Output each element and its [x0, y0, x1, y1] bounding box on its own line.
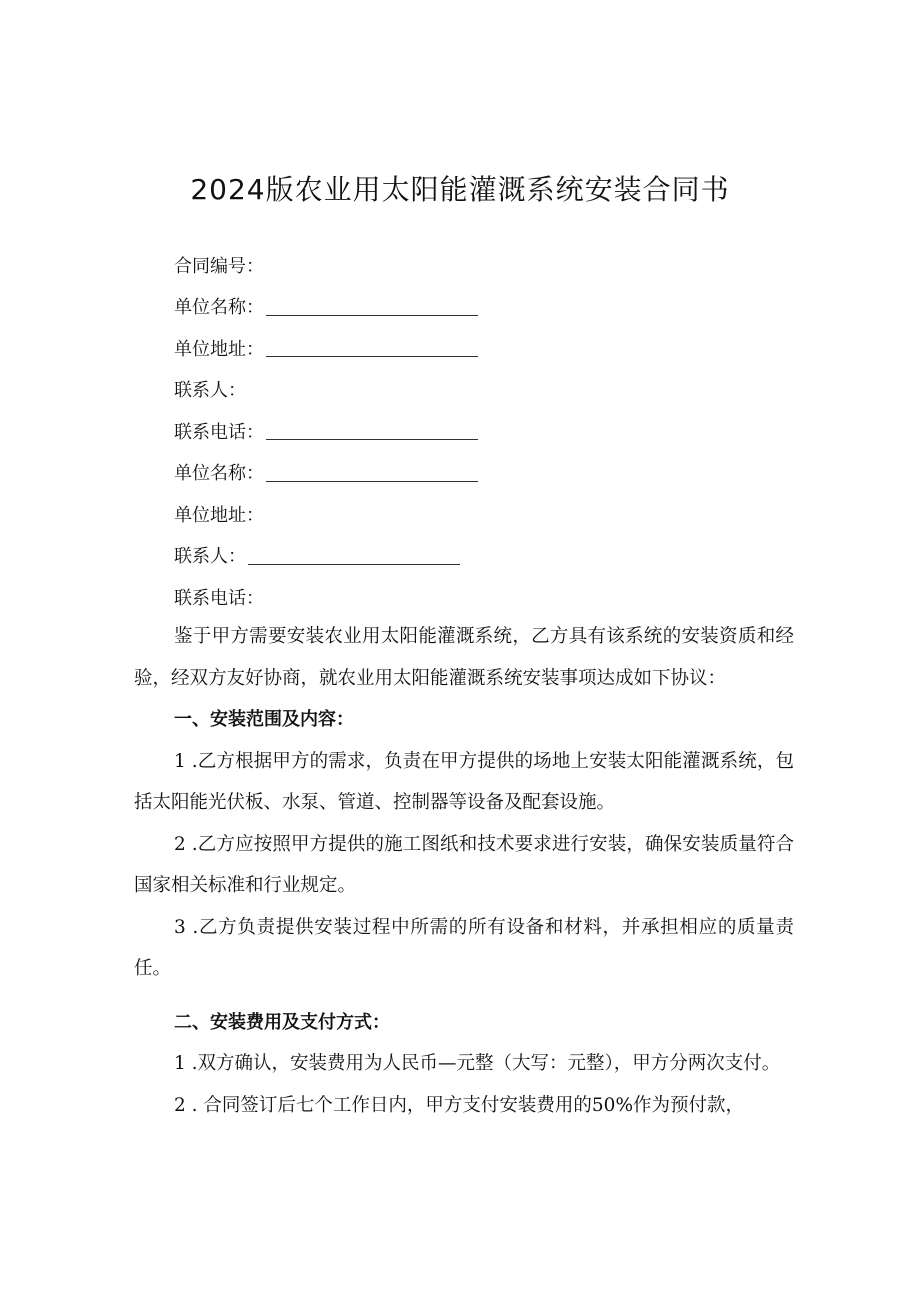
contract-body — [134, 616, 794, 1126]
field-label: 联系人： — [174, 546, 246, 568]
clause-paragraph: 2 .乙方应按照甲方提供的施工图纸和技术要求进行安装，确保安装质量符合国家相关标准和行业规定。 — [134, 833, 794, 896]
field-label: 联系电话： — [174, 587, 264, 609]
field-party-a-unit-name — [174, 286, 814, 328]
fill-in-blank[interactable] — [266, 297, 478, 316]
field-party-b-contact — [174, 535, 814, 577]
field-party-b-phone — [174, 576, 814, 618]
fill-in-blank[interactable] — [248, 546, 460, 565]
fill-in-blank[interactable] — [266, 463, 478, 482]
field-contract-number — [174, 244, 814, 286]
clause-paragraph: 3 .乙方负责提供安装过程中所需的所有设备和材料，并承担相应的质量责任。 — [134, 916, 794, 979]
section-heading-fees-payment: 二、安装费用及支付方式： — [174, 1011, 390, 1033]
field-label: 单位地址： — [174, 504, 264, 526]
field-party-a-unit-address — [174, 327, 814, 369]
field-label: 联系人： — [174, 380, 246, 402]
field-label: 单位名称： — [174, 297, 264, 319]
clause-paragraph: 1 .乙方根据甲方的需求，负责在甲方提供的场地上安装太阳能灌溉系统，包括太阳能光伏板、水泵、管道、控制器等设备及配套设施。 — [134, 750, 794, 813]
field-label: 单位名称： — [174, 463, 264, 485]
document-title: 2024版农业用太阳能灌溉系统安装合同书 — [190, 173, 730, 206]
section-heading-installation-scope: 一、安装范围及内容： — [174, 709, 354, 730]
fill-in-blank[interactable] — [266, 421, 478, 440]
field-label: 联系电话： — [174, 421, 264, 443]
field-party-a-contact — [174, 369, 814, 411]
field-label: 单位地址： — [174, 338, 264, 360]
clause-paragraph: 2 . 合同签订后七个工作日内，甲方支付安装费用的50%作为预付款， — [174, 1094, 745, 1116]
fill-in-blank[interactable] — [266, 338, 478, 357]
intro-paragraph: 鉴于甲方需要安装农业用太阳能灌溉系统，乙方具有该系统的安装资质和经验，经双方友好协商，就农业用太阳能灌溉系统安装事项达成如下协议： — [134, 626, 794, 689]
field-party-a-phone — [174, 410, 814, 452]
clause-paragraph: 1 .双方确认，安装费用为人民币—元整（大写：元整），甲方分两次支付。 — [174, 1053, 781, 1074]
field-label: 合同编号： — [174, 255, 264, 277]
contract-info-fields — [174, 244, 814, 618]
field-party-b-unit-address — [174, 493, 814, 535]
field-party-b-unit-name — [174, 452, 814, 494]
